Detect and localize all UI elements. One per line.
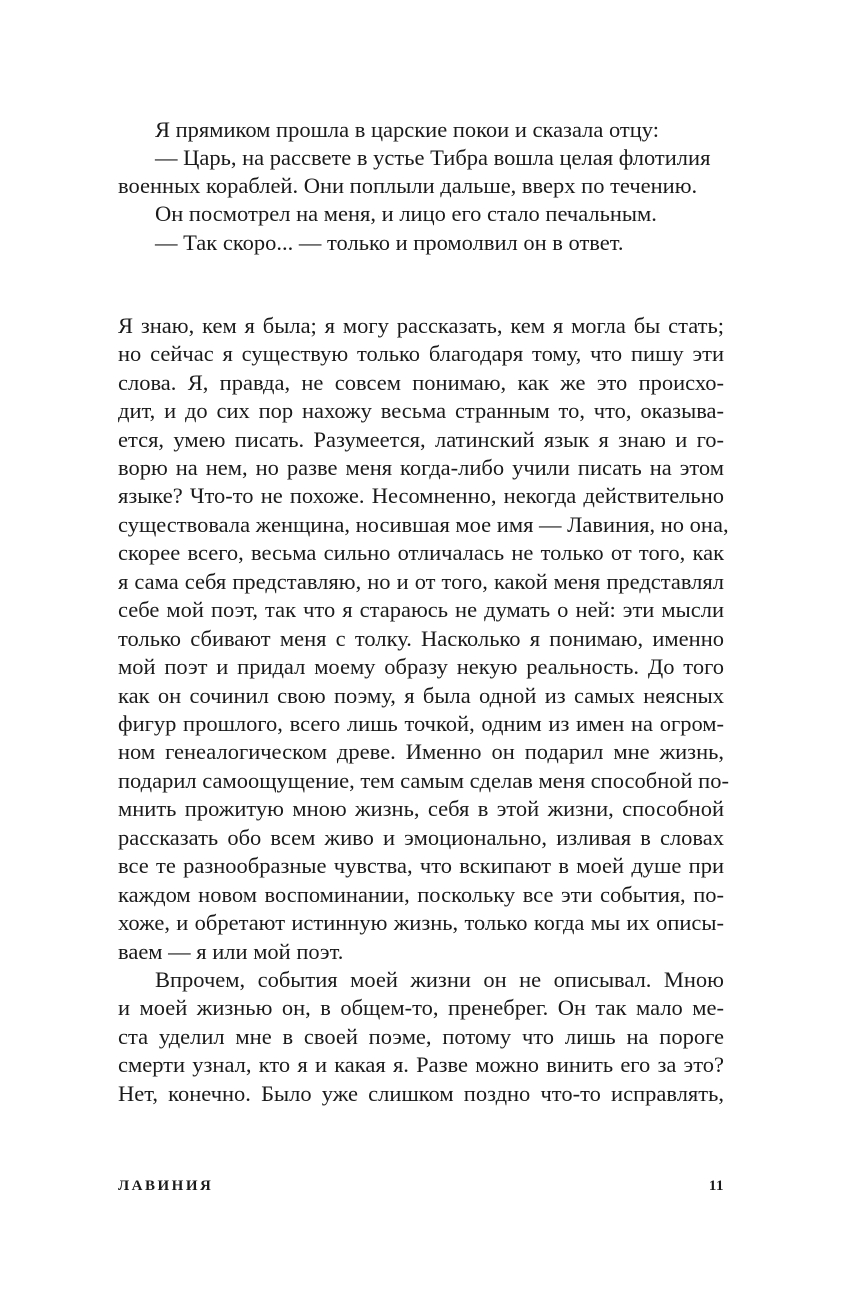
text-line: смерти узнал, кто я и какая я. Разве можно винить его за это? <box>118 1052 724 1077</box>
text-line: все те разнообразные чувства, что вскипают в моей душе при <box>118 853 724 878</box>
text-line: ется, умею писать. Разумеется, латинский язык я знаю и го- <box>118 427 724 452</box>
dialogue-line: Он посмотрел на меня, и лицо его стало печальным. <box>155 201 657 226</box>
running-footer-title: ЛАВИНИЯ <box>118 1178 214 1194</box>
text-line: дит, и до сих пор нахожу весьма странным то, что, оказыва- <box>118 398 724 423</box>
text-line: как он сочинил свою поэму, я была одной из самых неясных <box>118 683 724 708</box>
text-line: Нет, конечно. Было уже слишком поздно что-то исправлять, <box>118 1081 724 1106</box>
dialogue-line: — Царь, на рассвете в устье Тибра вошла целая флотилия <box>155 145 711 170</box>
text-line: ста уделил мне в своей поэме, потому что лишь на пороге <box>118 1024 724 1049</box>
text-line: существовала женщина, носившая мое имя — Лавиния, но она, <box>118 512 729 537</box>
text-line: ваем — я или мой поэт. <box>118 939 344 964</box>
page-number: 11 <box>708 1178 724 1194</box>
dialogue-line: — Так скоро... — только и промолвил он в ответ. <box>155 230 624 255</box>
text-line: Я знаю, кем я была; я могу рассказать, кем я могла бы стать; <box>118 313 724 338</box>
dialogue-line: Я прямиком прошла в царские покои и сказала отцу: <box>155 117 659 142</box>
text-line: языке? Что-то не похоже. Несомненно, некогда действительно <box>118 483 724 508</box>
dialogue-line: военных кораблей. Они поплыли дальше, вверх по течению. <box>118 173 698 198</box>
text-line: подарил самоощущение, тем самым сделав меня способной по- <box>118 768 729 793</box>
text-line: Впрочем, события моей жизни он не описывал. Мною <box>155 967 724 992</box>
text-line: слова. Я, правда, не совсем понимаю, как же это происхо- <box>118 370 724 395</box>
text-line: ном генеалогическом древе. Именно он подарил мне жизнь, <box>118 739 724 764</box>
text-line: рассказать обо всем живо и эмоционально, изливая в словах <box>118 825 724 850</box>
text-line: ворю на нем, но разве меня когда-либо учили писать на этом <box>118 455 724 480</box>
text-line: каждом новом воспоминании, поскольку все эти события, по- <box>118 882 724 907</box>
text-line: скорее всего, весьма сильно отличалась не только от того, как <box>118 540 724 565</box>
text-line: только сбивают меня с толку. Насколько я понимаю, именно <box>118 626 724 651</box>
text-line: мнить прожитую мною жизнь, себя в этой жизни, способной <box>118 796 724 821</box>
text-line: и моей жизнью он, в общем-то, пренебрег. Он так мало ме- <box>118 995 724 1020</box>
text-line: себе мой поэт, так что я стараюсь не думать о ней: эти мысли <box>118 597 724 622</box>
text-line: фигур прошлого, всего лишь точкой, одним из имен на огром- <box>118 711 724 736</box>
text-line: я сама себя представляю, но и от того, какой меня представлял <box>118 569 724 594</box>
text-line: мой поэт и придал моему образу некую реальность. До того <box>118 654 724 679</box>
text-line: но сейчас я существую только благодаря тому, что пишу эти <box>118 341 724 366</box>
text-line: хоже, и обретают истинную жизнь, только когда мы их описы- <box>118 910 724 935</box>
